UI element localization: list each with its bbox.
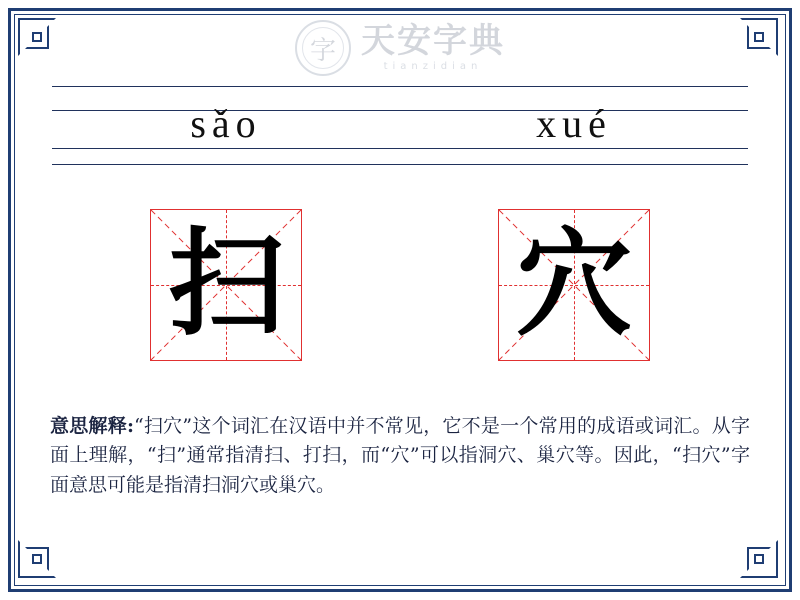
pinyin-syllable-1: sǎo	[190, 100, 262, 146]
seal-icon: 字	[295, 20, 351, 76]
corner-ornament-bottom-left	[18, 540, 60, 582]
staff-line-4	[52, 164, 748, 165]
explanation-label: 意思解释:	[50, 415, 134, 437]
corner-ornament-top-left	[18, 18, 60, 60]
staff-line-1	[52, 86, 748, 87]
mizi-grid-2	[498, 209, 650, 361]
explanation-block	[50, 412, 750, 500]
mizi-grid-1	[150, 209, 302, 361]
character-grid-row	[52, 205, 748, 365]
corner-ornament-top-right	[740, 18, 782, 60]
corner-ornament-bottom-right	[740, 540, 782, 582]
character-cell-2	[400, 205, 748, 365]
pinyin-staff	[52, 86, 748, 166]
character-glyph-2: 穴	[516, 217, 632, 352]
pinyin-syllable-2: xué	[536, 100, 612, 146]
watermark-title: 天安字典	[361, 21, 505, 61]
pinyin-row	[52, 96, 748, 150]
watermark-subtitle: tianzidian	[383, 61, 483, 72]
explanation-text: “扫穴”这个词汇在汉语中并不常见，它不是一个常用的成语或词汇。从字面上理解，“扫”通常指清扫、打扫，而“穴”可以指洞穴、巢穴等。因此，“扫穴”字面意思可能是指清扫洞穴或巢穴。	[50, 415, 750, 496]
character-cell-1	[52, 205, 400, 365]
character-glyph-1: 扫	[168, 217, 284, 352]
